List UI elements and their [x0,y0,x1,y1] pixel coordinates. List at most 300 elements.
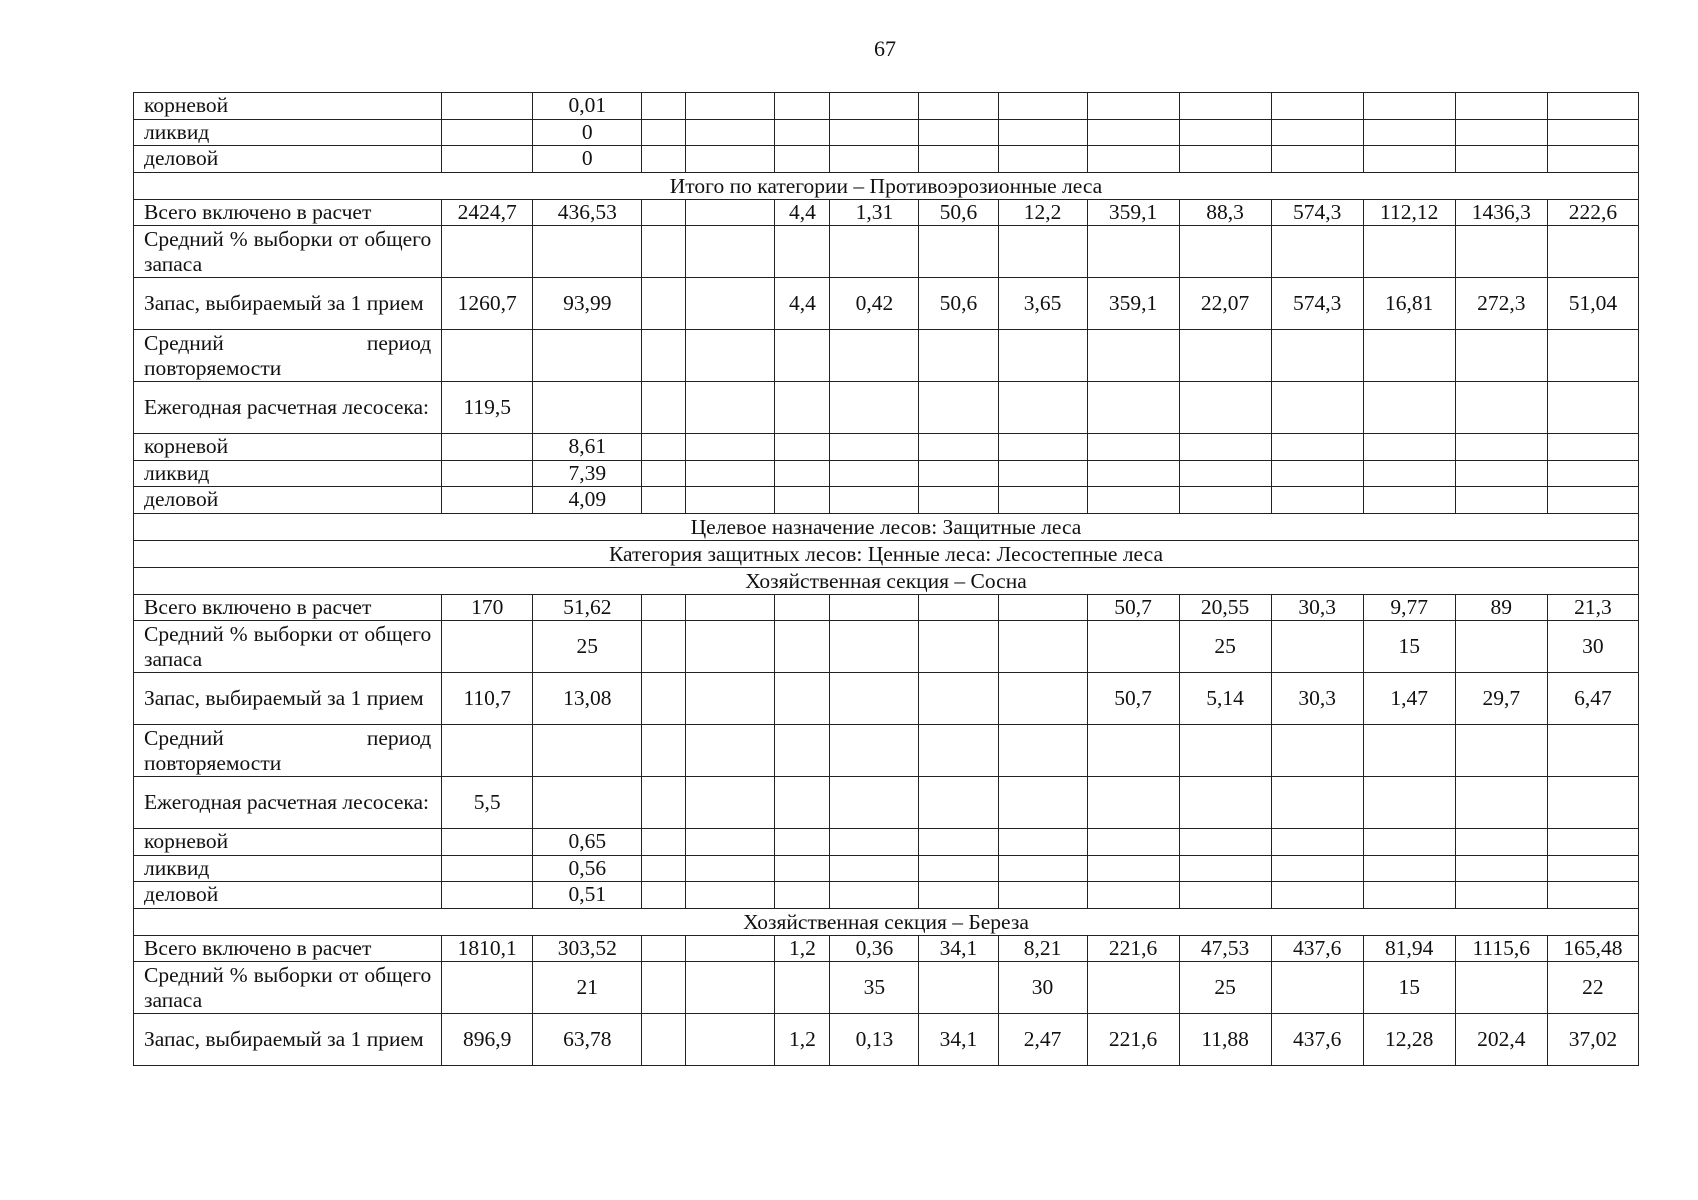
table-cell [919,962,998,1014]
table-cell [1547,829,1638,856]
table-cell [775,829,830,856]
table-cell [1087,119,1179,146]
table-cell [442,434,533,461]
table-cell [775,882,830,909]
table-cell [642,725,686,777]
table-cell [686,621,775,673]
table-cell [642,487,686,514]
table-cell: 35 [830,962,919,1014]
table-cell [1087,460,1179,487]
table-cell [919,119,998,146]
table-cell [686,855,775,882]
table-cell [686,226,775,278]
table-cell: 221,6 [1087,1014,1179,1066]
table-cell: 7,39 [533,460,642,487]
table-cell [1363,487,1455,514]
table-cell: 170 [442,594,533,621]
table-cell: 0,51 [533,882,642,909]
table-cell: 436,53 [533,199,642,226]
table-cell [1271,93,1363,120]
table-cell: 15 [1363,962,1455,1014]
table-cell: 165,48 [1547,935,1638,962]
table-cell [830,855,919,882]
table-cell [919,460,998,487]
table-cell [1547,434,1638,461]
table-cell: 1,31 [830,199,919,226]
table-cell [642,382,686,434]
section-title: Итого по категории – Противоэрозионные леса [134,172,1639,199]
table-cell: 1,2 [775,1014,830,1066]
table-cell [919,594,998,621]
table-cell: 30,3 [1271,594,1363,621]
row-label: корневой [134,434,442,461]
table-cell [442,226,533,278]
table-cell: 0,42 [830,278,919,330]
table-cell: 8,21 [998,935,1087,962]
table-cell [1087,382,1179,434]
table-cell: 1436,3 [1455,199,1547,226]
table-cell [1087,725,1179,777]
table-row [134,93,1639,120]
table-cell [919,882,998,909]
table-cell [642,882,686,909]
table-cell [1363,882,1455,909]
table-cell [1547,882,1638,909]
table-cell [1455,93,1547,120]
table-cell [686,382,775,434]
table-cell [533,725,642,777]
table-cell: 15 [1363,621,1455,673]
section-header-row [134,567,1639,594]
table-cell [775,673,830,725]
row-label: Всего включено в расчет [134,199,442,226]
table-cell: 0,36 [830,935,919,962]
table-cell [442,962,533,1014]
table-cell [1087,829,1179,856]
table-cell [1363,93,1455,120]
table-cell [830,594,919,621]
table-cell [686,460,775,487]
table-cell: 110,7 [442,673,533,725]
table-cell [1271,146,1363,173]
table-cell: 51,62 [533,594,642,621]
table-cell [998,382,1087,434]
table-cell: 22,07 [1179,278,1271,330]
table-cell [442,146,533,173]
table-cell [830,146,919,173]
table-cell: 29,7 [1455,673,1547,725]
table-row [134,119,1639,146]
table-cell [775,226,830,278]
table-cell [442,460,533,487]
table-cell: 3,65 [998,278,1087,330]
page-number: 67 [874,36,896,61]
table-cell: 30,3 [1271,673,1363,725]
table-cell [1363,382,1455,434]
table-cell [642,199,686,226]
table-cell [642,226,686,278]
table-cell: 12,28 [1363,1014,1455,1066]
table-cell [830,829,919,856]
row-label: корневой [134,829,442,856]
table-cell [1179,93,1271,120]
table-cell [642,460,686,487]
table-cell: 359,1 [1087,199,1179,226]
table-cell [1271,330,1363,382]
table-cell: 222,6 [1547,199,1638,226]
row-label: деловой [134,882,442,909]
table-cell: 6,47 [1547,673,1638,725]
table-cell: 25 [1179,621,1271,673]
table-cell [775,93,830,120]
table-cell [1363,146,1455,173]
table-row [134,460,1639,487]
table-cell: 1810,1 [442,935,533,962]
table-cell [775,594,830,621]
table-cell [642,829,686,856]
table-cell [1455,962,1547,1014]
table-cell [442,330,533,382]
table-cell: 119,5 [442,382,533,434]
table-cell [775,330,830,382]
table-cell: 50,6 [919,199,998,226]
table-cell [686,487,775,514]
table-cell: 2424,7 [442,199,533,226]
table-cell: 25 [1179,962,1271,1014]
table-cell [998,226,1087,278]
table-cell: 221,6 [1087,935,1179,962]
table-cell [919,93,998,120]
table-row [134,935,1639,962]
table-cell [1179,330,1271,382]
table-cell [642,434,686,461]
table-row [134,1014,1639,1066]
table-cell [1179,434,1271,461]
table-cell [686,725,775,777]
table-cell [642,119,686,146]
table-cell [686,935,775,962]
table-cell [1363,829,1455,856]
table-cell: 34,1 [919,935,998,962]
section-title: Целевое назначение лесов: Защитные леса [134,513,1639,540]
table-cell [1547,382,1638,434]
table-cell [686,146,775,173]
row-label: Средний % выборки от общего запаса [134,962,442,1014]
table-cell: 0,01 [533,93,642,120]
table-cell: 50,6 [919,278,998,330]
section-title: Хозяйственная секция – Сосна [134,567,1639,594]
table-cell [1455,829,1547,856]
table-cell [1455,487,1547,514]
table-cell [830,777,919,829]
table-cell [442,621,533,673]
table-cell [775,855,830,882]
table-row [134,829,1639,856]
table-cell [642,673,686,725]
table-cell [642,935,686,962]
table-cell [830,725,919,777]
table-cell [642,777,686,829]
table-cell: 1,47 [1363,673,1455,725]
row-label: Запас, выбираемый за 1 прием [134,278,442,330]
table-cell [1547,460,1638,487]
table-cell: 1260,7 [442,278,533,330]
table-cell: 30 [1547,621,1638,673]
table-row [134,226,1639,278]
table-cell [919,621,998,673]
table-cell [1363,777,1455,829]
table-cell [1455,855,1547,882]
table-cell [533,382,642,434]
table-cell [1179,882,1271,909]
table-cell: 13,08 [533,673,642,725]
table-row [134,882,1639,909]
table-row [134,594,1639,621]
row-label: Средний % выборки от общего запаса [134,621,442,673]
row-label: ликвид [134,119,442,146]
table-cell: 0,56 [533,855,642,882]
table-cell [830,487,919,514]
table-cell [642,93,686,120]
table-cell: 112,12 [1363,199,1455,226]
table-cell [830,119,919,146]
table-cell [998,725,1087,777]
table-cell [1363,725,1455,777]
table-cell: 47,53 [1179,935,1271,962]
section-title: Категория защитных лесов: Ценные леса: Лесостепные леса [134,540,1639,567]
table-cell [1179,119,1271,146]
table-cell: 0,65 [533,829,642,856]
table-cell: 63,78 [533,1014,642,1066]
table-cell [1087,621,1179,673]
table-cell [1271,226,1363,278]
table-cell: 4,4 [775,199,830,226]
table-cell [1087,330,1179,382]
table-cell [1087,146,1179,173]
table-cell [533,330,642,382]
table-cell: 4,09 [533,487,642,514]
table-cell [1363,855,1455,882]
table-cell: 574,3 [1271,199,1363,226]
table-cell [1179,725,1271,777]
table-cell [1179,829,1271,856]
section-title: Хозяйственная секция – Береза [134,908,1639,935]
table-cell [1455,226,1547,278]
table-cell [775,487,830,514]
table-cell [1271,460,1363,487]
table-cell: 574,3 [1271,278,1363,330]
table-cell [1455,382,1547,434]
table-cell: 34,1 [919,1014,998,1066]
table-cell [1087,226,1179,278]
table-cell [1363,434,1455,461]
table-row [134,487,1639,514]
table-cell [642,1014,686,1066]
table-cell: 437,6 [1271,1014,1363,1066]
table-cell [1179,777,1271,829]
table-cell: 20,55 [1179,594,1271,621]
table-cell [1087,962,1179,1014]
table-cell [998,146,1087,173]
table-cell [919,434,998,461]
table-cell [686,199,775,226]
table-cell [1363,330,1455,382]
forest-calculation-table [133,92,1639,1066]
table-cell [686,882,775,909]
table-cell [1547,487,1638,514]
table-cell [533,226,642,278]
table-cell: 21 [533,962,642,1014]
table-cell [1179,146,1271,173]
table-cell: 89 [1455,594,1547,621]
table-cell [642,330,686,382]
table-cell [775,382,830,434]
table-cell: 11,88 [1179,1014,1271,1066]
table-cell [998,621,1087,673]
table-cell [830,460,919,487]
table-cell [1455,725,1547,777]
row-label: Всего включено в расчет [134,935,442,962]
section-header-row [134,513,1639,540]
table-cell [919,673,998,725]
table-cell: 437,6 [1271,935,1363,962]
table-cell: 0 [533,119,642,146]
table-cell [1455,882,1547,909]
row-label: деловой [134,146,442,173]
table-cell [998,855,1087,882]
table-cell: 896,9 [442,1014,533,1066]
table-cell [919,487,998,514]
table-cell: 0 [533,146,642,173]
table-cell: 272,3 [1455,278,1547,330]
table-cell [1087,93,1179,120]
table-row [134,278,1639,330]
table-cell: 81,94 [1363,935,1455,962]
table-cell [1455,777,1547,829]
table-cell [919,777,998,829]
table-cell: 88,3 [1179,199,1271,226]
table-cell [1547,93,1638,120]
table-cell [686,278,775,330]
table-cell: 93,99 [533,278,642,330]
table-cell [998,594,1087,621]
table-cell [1179,460,1271,487]
row-label: Ежегодная расчетная лесосека: [134,777,442,829]
table-cell [686,330,775,382]
row-label: ликвид [134,855,442,882]
table-cell [830,673,919,725]
table-cell: 25 [533,621,642,673]
table-cell [1455,621,1547,673]
table-cell [1271,855,1363,882]
row-label: деловой [134,487,442,514]
table-cell [830,330,919,382]
table-cell [1271,725,1363,777]
table-cell [1547,330,1638,382]
table-cell [830,226,919,278]
table-cell [1547,725,1638,777]
table-row [134,962,1639,1014]
table-cell [775,146,830,173]
table-cell: 50,7 [1087,594,1179,621]
table-cell [686,673,775,725]
table-cell [442,487,533,514]
row-label: корневой [134,93,442,120]
table-cell [442,829,533,856]
table-cell [919,226,998,278]
table-cell [1547,777,1638,829]
table-cell: 202,4 [1455,1014,1547,1066]
table-cell [998,487,1087,514]
table-row [134,855,1639,882]
table-cell [1455,119,1547,146]
table-cell [919,382,998,434]
table-cell [775,621,830,673]
table-cell [1271,434,1363,461]
table-row [134,673,1639,725]
table-cell [998,460,1087,487]
table-cell [1271,962,1363,1014]
table-cell [1087,487,1179,514]
table-cell: 8,61 [533,434,642,461]
table-row [134,777,1639,829]
table-row [134,199,1639,226]
table-row [134,434,1639,461]
table-cell: 359,1 [1087,278,1179,330]
table-cell [686,434,775,461]
table-cell [1547,226,1638,278]
table-row [134,382,1639,434]
table-cell [830,621,919,673]
table-cell [1087,855,1179,882]
table-cell [998,434,1087,461]
table-cell [686,119,775,146]
table-cell [1271,119,1363,146]
section-header-row [134,172,1639,199]
table-cell: 16,81 [1363,278,1455,330]
table-cell [642,278,686,330]
section-header-row [134,540,1639,567]
table-cell [775,777,830,829]
table-cell [686,594,775,621]
table-cell [775,460,830,487]
table-cell [1271,487,1363,514]
table-cell [442,882,533,909]
table-cell [919,330,998,382]
table-cell [442,725,533,777]
table-cell [1455,146,1547,173]
table-cell [998,119,1087,146]
table-cell [830,93,919,120]
table-cell [775,962,830,1014]
row-label: Запас, выбираемый за 1 прием [134,1014,442,1066]
table-cell [919,146,998,173]
table-cell [1455,434,1547,461]
table-cell [830,382,919,434]
table-cell [642,855,686,882]
table-cell [686,1014,775,1066]
table-cell [1271,882,1363,909]
table-cell [533,777,642,829]
table-cell [1271,777,1363,829]
table-cell: 0,13 [830,1014,919,1066]
table-cell [686,93,775,120]
table-cell [442,855,533,882]
table-row [134,725,1639,777]
table-cell [1271,621,1363,673]
table-cell [686,829,775,856]
row-label: ликвид [134,460,442,487]
